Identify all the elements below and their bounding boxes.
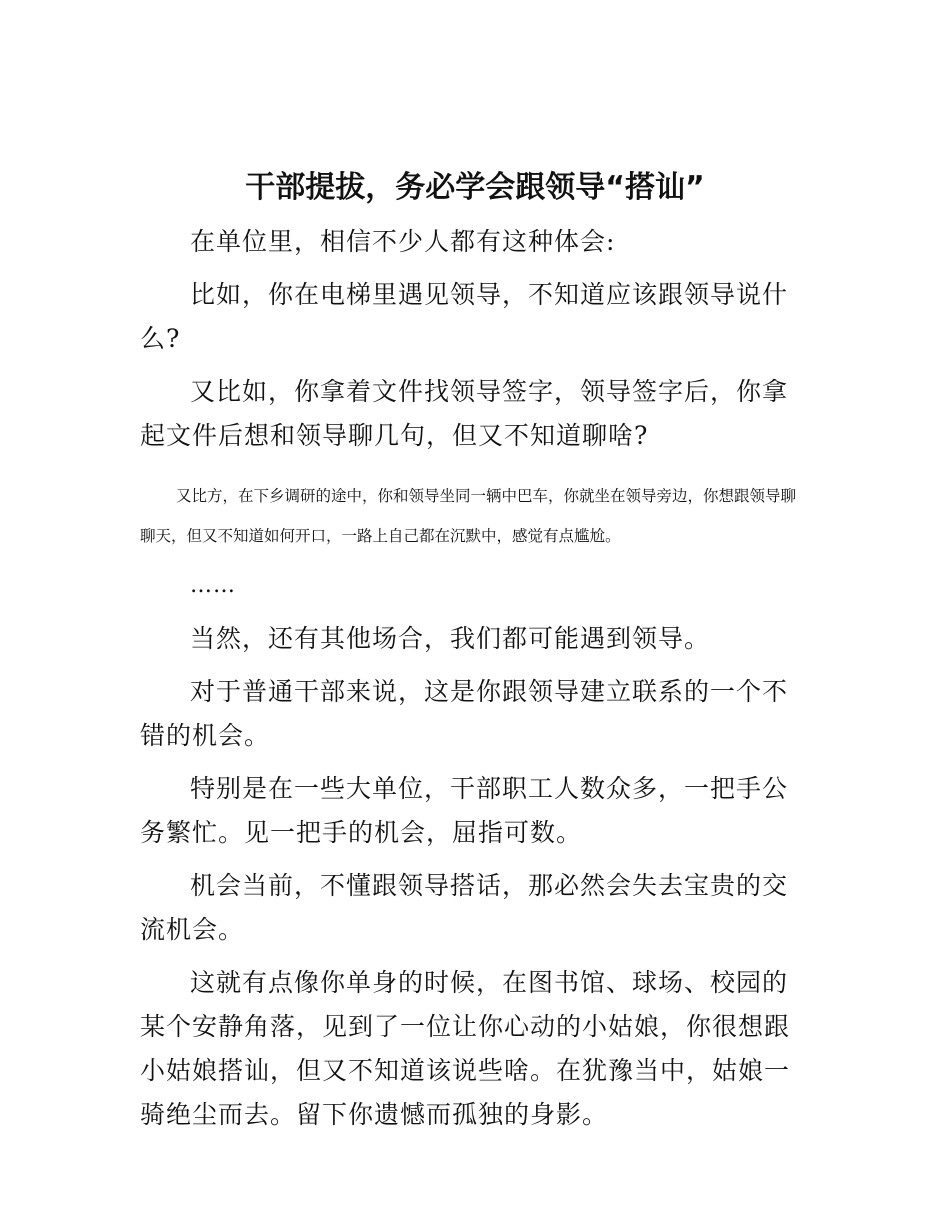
paragraph-9: 机会当前，不懂跟领导搭话，那必然会失去宝贵的交流机会。 <box>140 871 789 944</box>
paragraph-8: 特别是在一些大单位，干部职工人数众多，一把手公务繁忙。见一把手的机会，屈指可数。 <box>140 774 789 847</box>
paragraph-1: 在单位里，相信不少人都有这种体会: <box>190 227 616 256</box>
document-body <box>140 165 810 1137</box>
paragraph-3: 又比如，你拿着文件找领导签字，领导签字后，你拿起文件后想和领导聊几句，但又不知道聊啥? <box>140 377 789 450</box>
paragraph-2: 比如，你在电梯里遇见领导，不知道应该跟领导说什么? <box>140 280 789 353</box>
ellipsis-paragraph: …… <box>190 573 236 598</box>
document-title: 干部提拔，务必学会跟领导“搭讪” <box>245 170 705 205</box>
paragraph-10: 这就有点像你单身的时候，在图书馆、球场、校园的某个安静角落，见到了一位让你心动的小姑娘，你很想跟小姑娘搭讪，但又不知道该说些啥。在犹豫当中，姑娘一骑绝尘而去。留下你遗憾而孤独的身影。 <box>140 968 791 1129</box>
paragraph-4-small: 又比方，在下乡调研的途中，你和领导坐同一辆中巴车，你就坐在领导旁边，你想跟领导聊聊天，但又不知道如何开口，一路上自己都在沉默中，感觉有点尴尬。 <box>140 487 797 545</box>
paragraph-7: 对于普通干部来说，这是你跟领导建立联系的一个不错的机会。 <box>140 677 789 750</box>
paragraph-6: 当然，还有其他场合，我们都可能遇到领导。 <box>190 624 711 653</box>
